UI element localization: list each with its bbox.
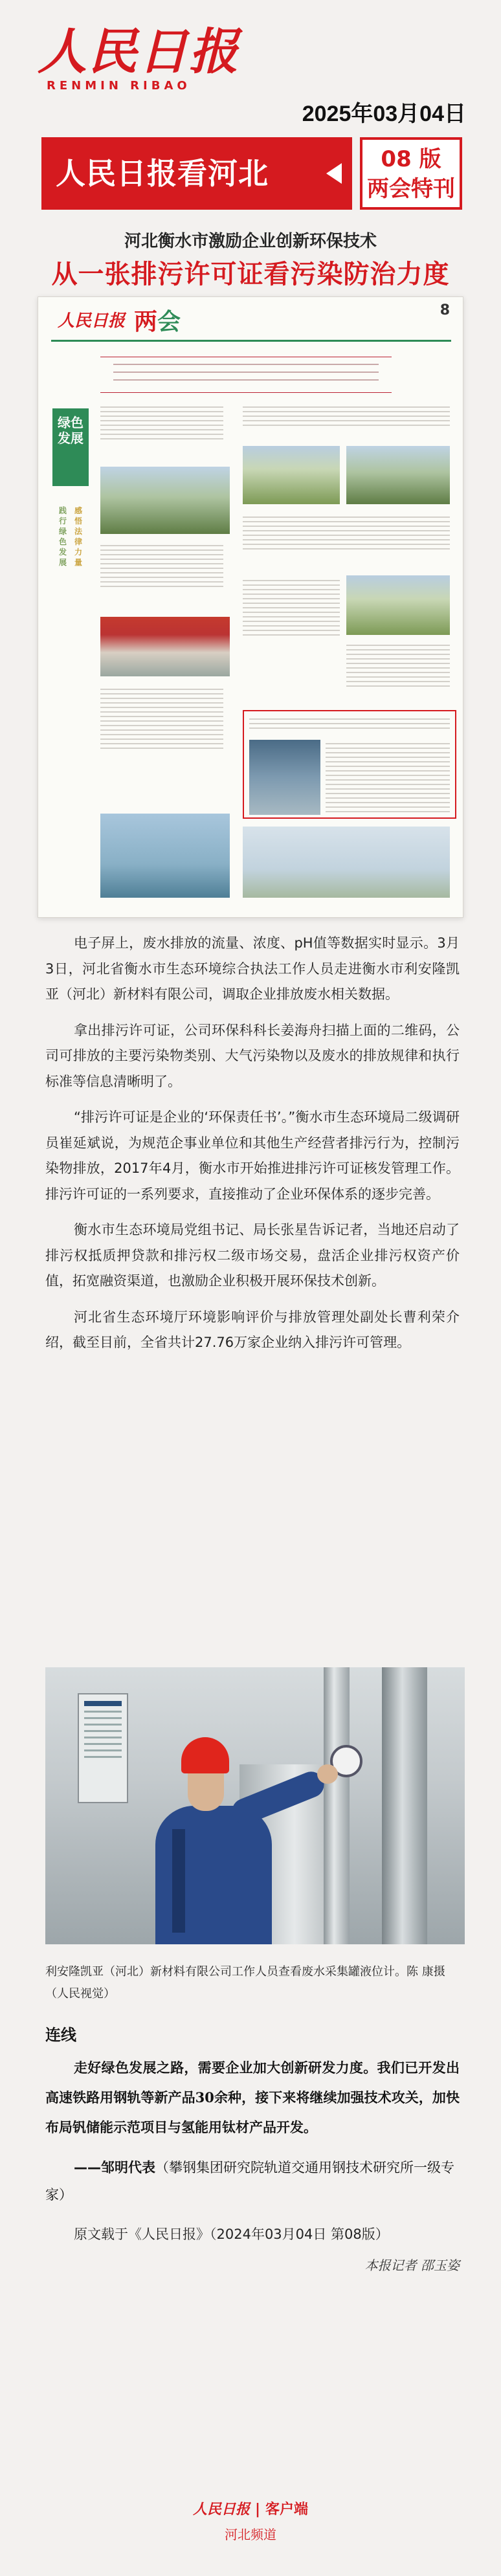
article-kicker: 河北衡水市激励企业创新环保技术 — [124, 232, 377, 251]
paper-section — [134, 304, 181, 337]
triangle-left-icon — [326, 163, 342, 184]
masthead — [0, 0, 501, 127]
paper-photo — [243, 827, 450, 898]
deputy-affiliation: （攀钢集团研究院轨道交通用钢技术研究所一级专家） — [45, 2160, 454, 2203]
article-photo[interactable] — [45, 1667, 465, 1944]
deputy-name: 邹明代表 — [101, 2160, 155, 2175]
deputy-quote: 走好绿色发展之路，需要企业加大创新研发力度。我们已开发出高速铁路用钢轨等新产品30余种，接下来将继续加强技术攻关，加快布局钒储能示范项目与氢能用钛材产品开发。 — [45, 2060, 460, 2135]
title-bar — [41, 137, 462, 210]
paper-article-block — [243, 577, 340, 636]
footer-logo: 人民日报 — [192, 2501, 250, 2518]
wastewater-sign — [78, 1693, 128, 1803]
footer-channel[interactable]: 河北频道 — [225, 2527, 276, 2542]
footer-brand-suffix: 客户端 — [265, 2502, 309, 2518]
renmin-ribao-logo-en: RENMIN RIBAO — [47, 79, 191, 93]
paper-section-b: 会 — [157, 309, 181, 335]
deputy-attribution — [45, 2154, 460, 2208]
issue-date: 2025年03月04日 — [302, 102, 466, 126]
paper-article-block — [100, 542, 223, 587]
paper-photo — [346, 575, 450, 635]
source-note: 原文载于《人民日报》（2024年03月04日 第08版） — [74, 2226, 389, 2242]
paper-article-block — [326, 740, 450, 812]
article-body — [45, 931, 460, 1366]
paper-side-tag: 绿色发展 — [52, 408, 89, 486]
article-paragraph: 河北省生态环境厅环境影响评价与排放管理处副处长曹利荣介绍，截至目前，全省共计27.76万家企业纳入排污许可管理。 — [45, 1309, 460, 1350]
footer-divider: | — [254, 2502, 261, 2518]
photo-caption: 利安隆凯亚（河北）新材料有限公司工作人员查看废水采集罐液位计。陈 康摄（人民视觉） — [45, 1965, 445, 2001]
edition-special: 两会特刊 — [367, 176, 455, 202]
paper-page-number: 8 — [440, 302, 450, 318]
paper-photo — [100, 617, 230, 676]
edition-number: 08 版 — [381, 146, 441, 172]
paper-photo — [243, 446, 340, 504]
column-title: 人民日报看河北 — [41, 137, 352, 210]
article-headline: 从一张排污许可证看污染防治力度 — [51, 260, 450, 289]
footer — [0, 2304, 501, 2576]
paper-article-block — [243, 513, 450, 550]
paper-article-block — [100, 685, 223, 749]
paper-photo — [100, 467, 230, 534]
section-label: 连线 — [45, 2026, 76, 2044]
paper-photo — [346, 446, 450, 504]
attribution-dash: —— — [74, 2160, 101, 2175]
paper-section-a: 两 — [134, 309, 158, 335]
paper-rule — [51, 340, 451, 342]
paper-side-text-b: 感悟法律力量 — [74, 506, 83, 567]
paper-photo — [249, 740, 320, 815]
article-paragraph: 电子屏上，废水排放的流量、浓度、pH值等数据实时显示。3月3日，河北省衡水市生态环境综合执法工作人员走进衡水市利安隆凯亚（河北）新材料有限公司，调取企业排放废水相关数据。 — [45, 935, 460, 1002]
paper-sidebar — [52, 408, 89, 900]
paper-article-block — [100, 403, 223, 439]
paper-side-text-a: 践行绿色发展 — [59, 506, 67, 567]
pipe — [324, 1667, 350, 1944]
paper-header — [38, 297, 463, 342]
paper-logo: 人民日报 — [58, 311, 126, 331]
paper-photo — [100, 814, 230, 898]
newspaper-page-image[interactable] — [38, 296, 463, 918]
pipe — [382, 1667, 427, 1944]
edition-badge — [360, 137, 462, 210]
article-paragraph: 衡水市生态环境局党组书记、局长张星告诉记者，当地还启动了排污权抵质押贷款和排污权二级市场交易，盘活企业排污权资产价值，拓宽融资渠道，也激励企业积极开展环保技术创新。 — [45, 1222, 460, 1289]
footer-brand[interactable] — [0, 2498, 501, 2518]
renmin-ribao-logo: 人民日报 — [38, 23, 239, 80]
paper-article-block — [243, 403, 450, 426]
paper-lead-box — [100, 357, 392, 393]
article-paragraph: 拿出排污许可证，公司环保科科长姜海舟扫描上面的二维码，公司可排放的主要污染物类别、大气污染物以及废水的排放规律和执行标准等信息清晰明了。 — [45, 1022, 460, 1089]
paper-article-block — [249, 715, 450, 729]
paper-article-block — [346, 641, 450, 687]
paper-highlight-box — [243, 710, 456, 819]
reporter-byline: 本报记者 邵玉姿 — [364, 2258, 460, 2273]
article-paragraph: “排污许可证是企业的‘环保责任书’。”衡水市生态环境局二级调研员崔延斌说，为规范企事业单位和其他生产经营者排污行为，控制污染物排放，2017年4月，衡水市开始推进排污许可证核发管理工作。排污许可证的一系列要求，直接推动了企业环保体系的逐步完善。 — [45, 1109, 460, 1202]
